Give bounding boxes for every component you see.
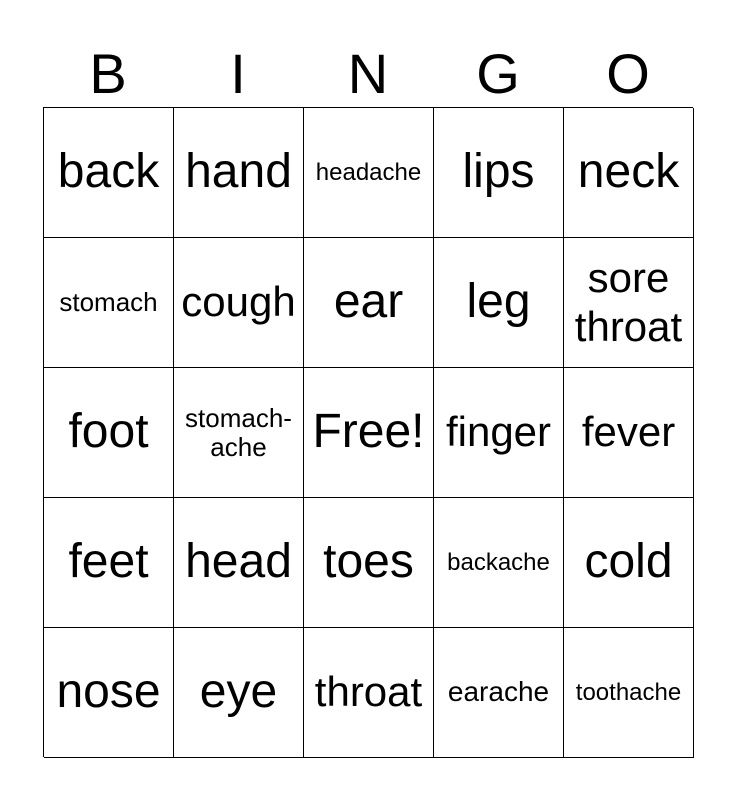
bingo-cell[interactable]: throat [304, 628, 434, 758]
bingo-cell[interactable]: ear [304, 238, 434, 368]
bingo-cell[interactable]: feet [44, 498, 174, 628]
bingo-cell[interactable]: neck [564, 108, 694, 238]
header-letter-n: N [347, 42, 389, 105]
header-letter-b: B [89, 42, 127, 105]
bingo-cell[interactable]: nose [44, 628, 174, 758]
bingo-cell[interactable]: earache [434, 628, 564, 758]
bingo-cell[interactable]: hand [174, 108, 304, 238]
bingo-cell[interactable]: finger [434, 368, 564, 498]
bingo-cell[interactable]: cold [564, 498, 694, 628]
bingo-cell[interactable]: back [44, 108, 174, 238]
bingo-cell[interactable]: eye [174, 628, 304, 758]
bingo-header [43, 40, 693, 108]
bingo-cell[interactable]: sore throat [564, 238, 694, 368]
header-letter-g: G [476, 42, 520, 105]
bingo-cell[interactable]: toothache [564, 628, 694, 758]
header-letter-o: O [606, 42, 650, 105]
bingo-cell[interactable]: lips [434, 108, 564, 238]
bingo-cell free-space[interactable]: Free! [304, 368, 434, 498]
bingo-cell[interactable]: cough [174, 238, 304, 368]
header-letter-i: I [230, 42, 246, 105]
bingo-cell[interactable]: backache [434, 498, 564, 628]
bingo-cell[interactable]: headache [304, 108, 434, 238]
bingo-cell[interactable]: stomach [44, 238, 174, 368]
bingo-cell[interactable]: toes [304, 498, 434, 628]
bingo-cell[interactable]: leg [434, 238, 564, 368]
bingo-cell[interactable]: head [174, 498, 304, 628]
bingo-cell[interactable]: foot [44, 368, 174, 498]
bingo-cell[interactable]: stomach- ache [174, 368, 304, 498]
bingo-cell[interactable]: fever [564, 368, 694, 498]
bingo-grid [43, 107, 693, 757]
